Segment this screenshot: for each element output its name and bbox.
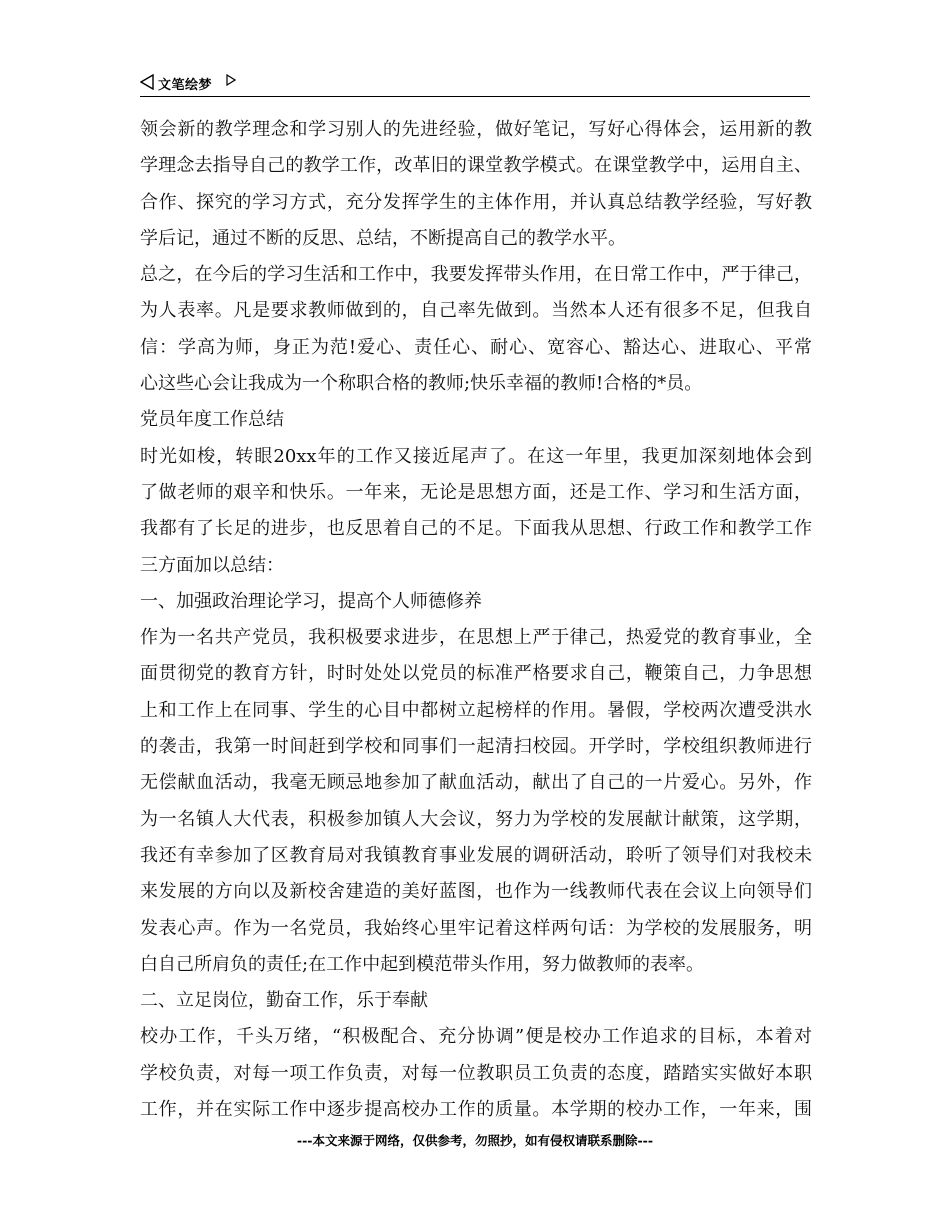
page-footer: ---本文来源于网络，仅供参考，勿照抄，如有侵权请联系删除--- xyxy=(296,1133,654,1148)
body-line: 的袭击，我第一时间赶到学校和同事们一起清扫校园。开学时，学校组织教师进行 xyxy=(140,736,812,758)
triangle-right-icon xyxy=(226,74,236,86)
body-line: 面贯彻党的教育方针，时时处处以党员的标准严格要求自己，鞭策自己，力争思想 xyxy=(140,663,812,685)
body-line: 来发展的方向以及新校舍建造的美好蓝图，也作为一线教师代表在会议上向领导们 xyxy=(140,881,812,903)
body-line: 工作，并在实际工作中逐步提高校办工作的质量。本学期的校办工作，一年来，围 xyxy=(140,1099,812,1121)
section-heading: 党员年度工作总结 xyxy=(140,409,284,431)
body-line: 上和工作上在同事、学生的心目中都树立起榜样的作用。暑假，学校两次遭受洪水 xyxy=(140,699,812,721)
body-line: 无偿献血活动，我毫无顾忌地参加了献血活动，献出了自己的一片爱心。另外，作 xyxy=(140,772,812,794)
body-line: 学校负责，对每一项工作负责，对每一位教职员工负责的态度，踏踏实实做好本职 xyxy=(140,1062,812,1084)
body-line: 我都有了长足的进步，也反思着自己的不足。下面我从思想、行政工作和教学工作 xyxy=(140,518,812,540)
body-line: 了做老师的艰辛和快乐。一年来，无论是思想方面，还是工作、学习和生活方面， xyxy=(140,481,812,503)
body-line: 校办工作，千头万绪，“积极配合、充分协调”便是校办工作追求的目标，本着对 xyxy=(140,1026,812,1048)
body-line: 为人表率。凡是要求教师做到的，自己率先做到。当然本人还有很多不足，但我自 xyxy=(140,300,812,322)
body-line: 发表心声。作为一名党员，我始终心里牢记着这样两句话：为学校的发展服务，明 xyxy=(140,917,812,939)
body-line: 信：学高为师，身正为范!爱心、责任心、耐心、宽容心、豁达心、进取心、平常 xyxy=(140,336,812,358)
body-line: 时光如梭，转眼20xx年的工作又接近尾声了。在这一年里，我更加深刻地体会到 xyxy=(140,445,812,467)
body-line: 总之，在今后的学习生活和工作中，我要发挥带头作用，在日常工作中，严于律己， xyxy=(140,264,812,286)
section-heading: 一、加强政治理论学习，提高个人师德修养 xyxy=(140,590,482,612)
body-line: 心这些心会让我成为一个称职合格的教师;快乐幸福的教师!合格的*员。 xyxy=(140,373,703,395)
body-line: 我还有幸参加了区教育局对我镇教育事业发展的调研活动，聆听了领导们对我校未 xyxy=(140,844,812,866)
body-line: 学理念去指导自己的教学工作，改革旧的课堂教学模式。在课堂教学中，运用自主、 xyxy=(140,155,812,177)
section-heading: 二、立足岗位，勤奋工作，乐于奉献 xyxy=(140,990,428,1012)
body-line: 领会新的教学理念和学习别人的先进经验，做好笔记，写好心得体会，运用新的教 xyxy=(140,119,812,140)
body-line: 作为一名共产党员，我积极要求进步，在思想上严于律己，热爱党的教育事业，全 xyxy=(140,627,812,649)
header-brand: 文笔绘梦 xyxy=(158,78,213,93)
body-line: 三方面加以总结： xyxy=(140,554,284,576)
body-line: 学后记，通过不断的反思、总结，不断提高自己的教学水平。 xyxy=(140,227,626,249)
body-line: 合作、探究的学习方式，充分发挥学生的主体作用，并认真总结教学经验，写好教 xyxy=(140,191,812,213)
body-line: 白自己所肩负的责任;在工作中起到模范带头作用，努力做教师的表率。 xyxy=(140,953,705,975)
body-line: 为一名镇人大代表，积极参加镇人大会议，努力为学校的发展献计献策，这学期， xyxy=(140,808,812,830)
page-header xyxy=(140,70,810,97)
document-body xyxy=(140,112,812,1128)
